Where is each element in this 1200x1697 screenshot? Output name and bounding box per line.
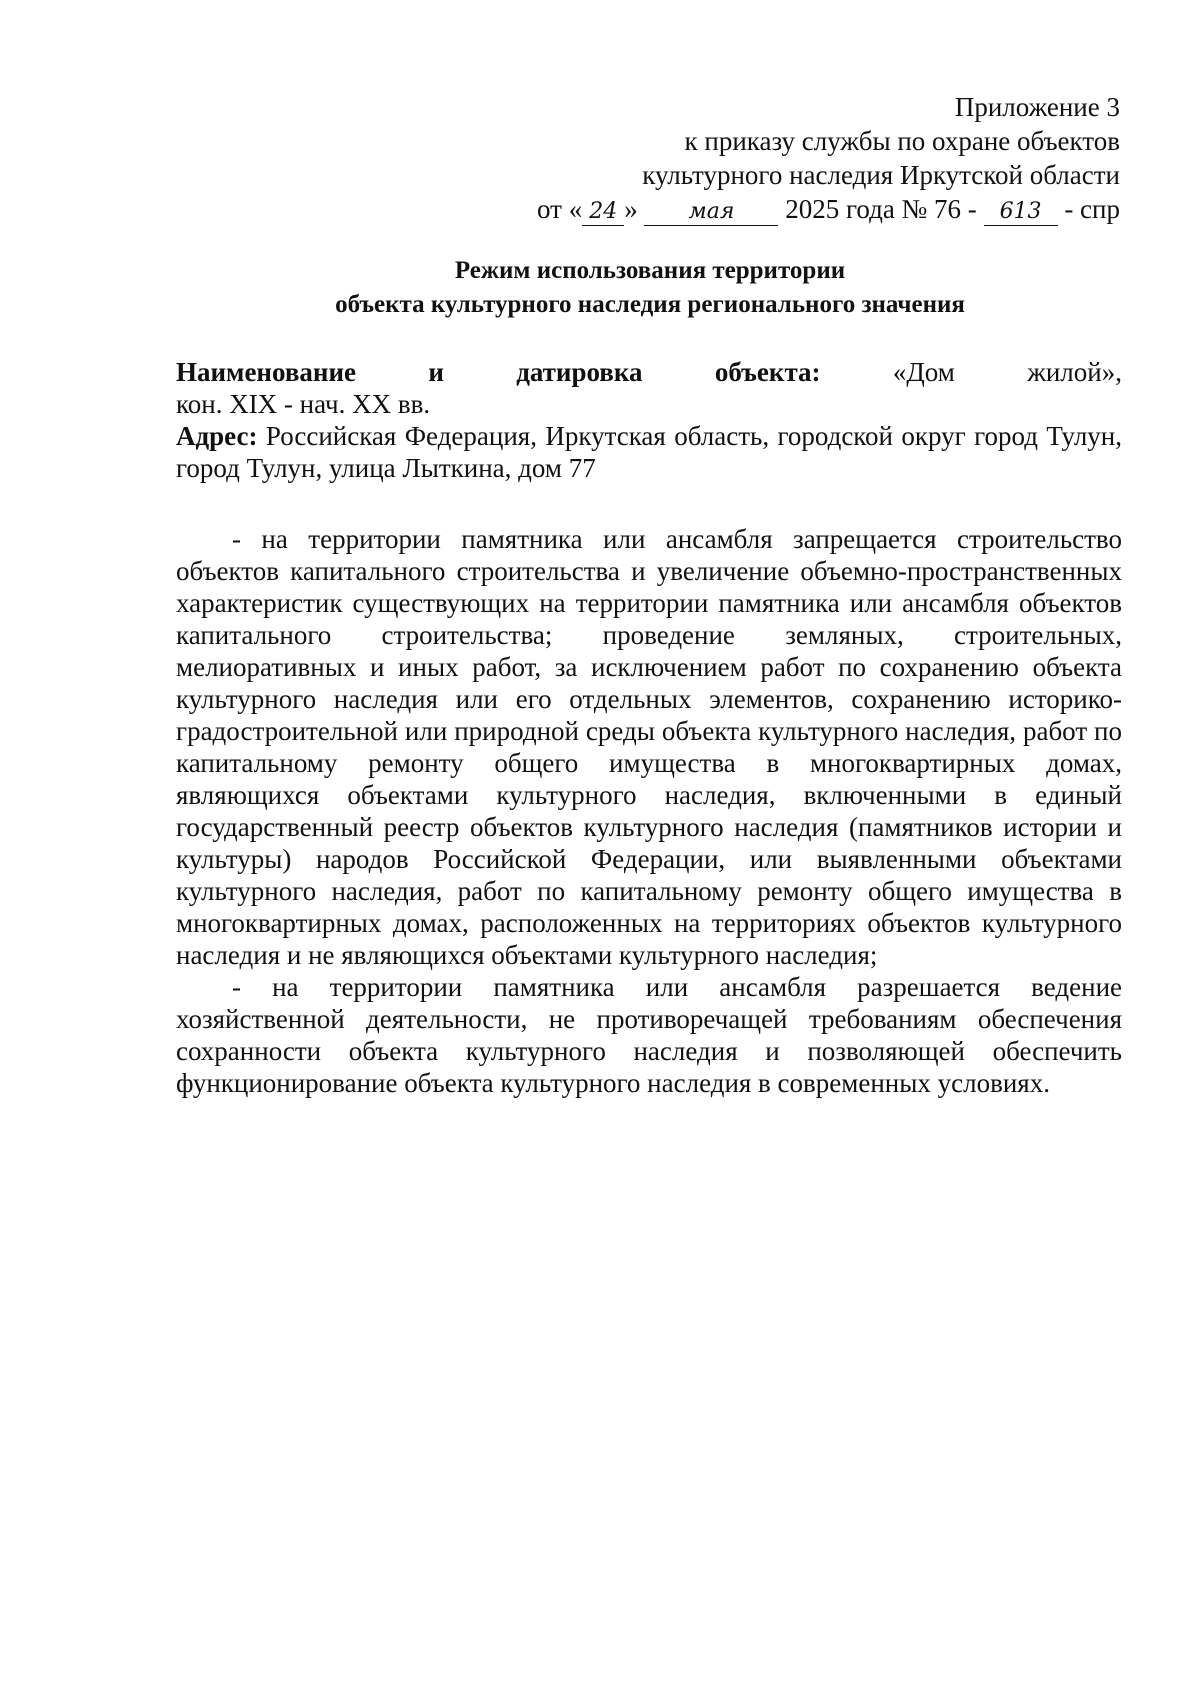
object-address	[176, 420, 1122, 484]
handwritten-day: 24	[582, 199, 624, 226]
name-value-word-2: жилой»,	[1027, 357, 1122, 387]
name-label-word-2: и	[428, 357, 444, 387]
appendix-agency-line: культурного наследия Иркутской области	[642, 160, 1120, 190]
date-quote-close: »	[624, 194, 638, 224]
object-name-line	[176, 356, 1122, 388]
order-suffix: - спр	[1064, 194, 1120, 224]
handwritten-month: мая	[644, 199, 778, 226]
name-label-word-1: Наименование	[176, 357, 356, 387]
address-label: Адрес:	[176, 421, 258, 451]
object-dating: кон. XIX - нач. XX вв.	[176, 389, 431, 419]
appendix-order-line: к приказу службы по охране объектов	[684, 126, 1120, 156]
date-prefix: от «	[537, 194, 583, 224]
name-value-word-1: «Дом	[892, 357, 955, 387]
handwritten-order-number: 613	[984, 199, 1058, 226]
document-title	[175, 254, 1125, 322]
name-label-word-4: объекта:	[714, 357, 821, 387]
appendix-number: Приложение 3	[954, 92, 1120, 122]
usage-rules	[176, 523, 1122, 1099]
appendix-date-line	[420, 192, 1120, 226]
address-value: Российская Федерация, Иркутская область, городской округ город Тулун, город Тулун, улица Лыткина, дом 77	[176, 421, 1122, 483]
object-info	[176, 356, 1122, 484]
title-line-1: Режим использования территории	[454, 257, 846, 284]
title-line-2: объекта культурного наследия регионального значения	[335, 291, 965, 318]
appendix-header	[420, 90, 1120, 226]
order-year-number: 2025 года № 76 -	[785, 194, 977, 224]
name-label-word-3: датировка	[516, 357, 643, 387]
rule-permission: - на территории памятника или ансамбля разрешается ведение хозяйственной деятельности, не противоречащей требованиям обеспечения сохранности объекта культурного наследия и позволяющей обеспечить функционирование объекта культурного наследия в современных условиях.	[176, 972, 1122, 1098]
rule-prohibition: - на территории памятника или ансамбля запрещается строительство объектов капитального строительства и увеличение объемно-пространственных характеристик существующих на территории памятника или ансамбля объектов капитального строительства; проведение земляных, строительных, мелиоративных и иных работ, за исключением работ по сохранению объекта культурного наследия или его отдельных элементов, сохранению историко-градостроительной или природной среды объекта культурного наследия, работ по капитальному ремонту общего имущества в многоквартирных домах, являющихся объектами культурного наследия, включенными в единый государственный реестр объектов культурного наследия (памятников истории и культуры) народов Российской Федерации, или выявленными объектами культурного наследия, работ по капитальному ремонту общего имущества в многоквартирных домах, расположенных на территориях объектов культурного наследия и не являющихся объектами культурного наследия;	[176, 524, 1122, 970]
